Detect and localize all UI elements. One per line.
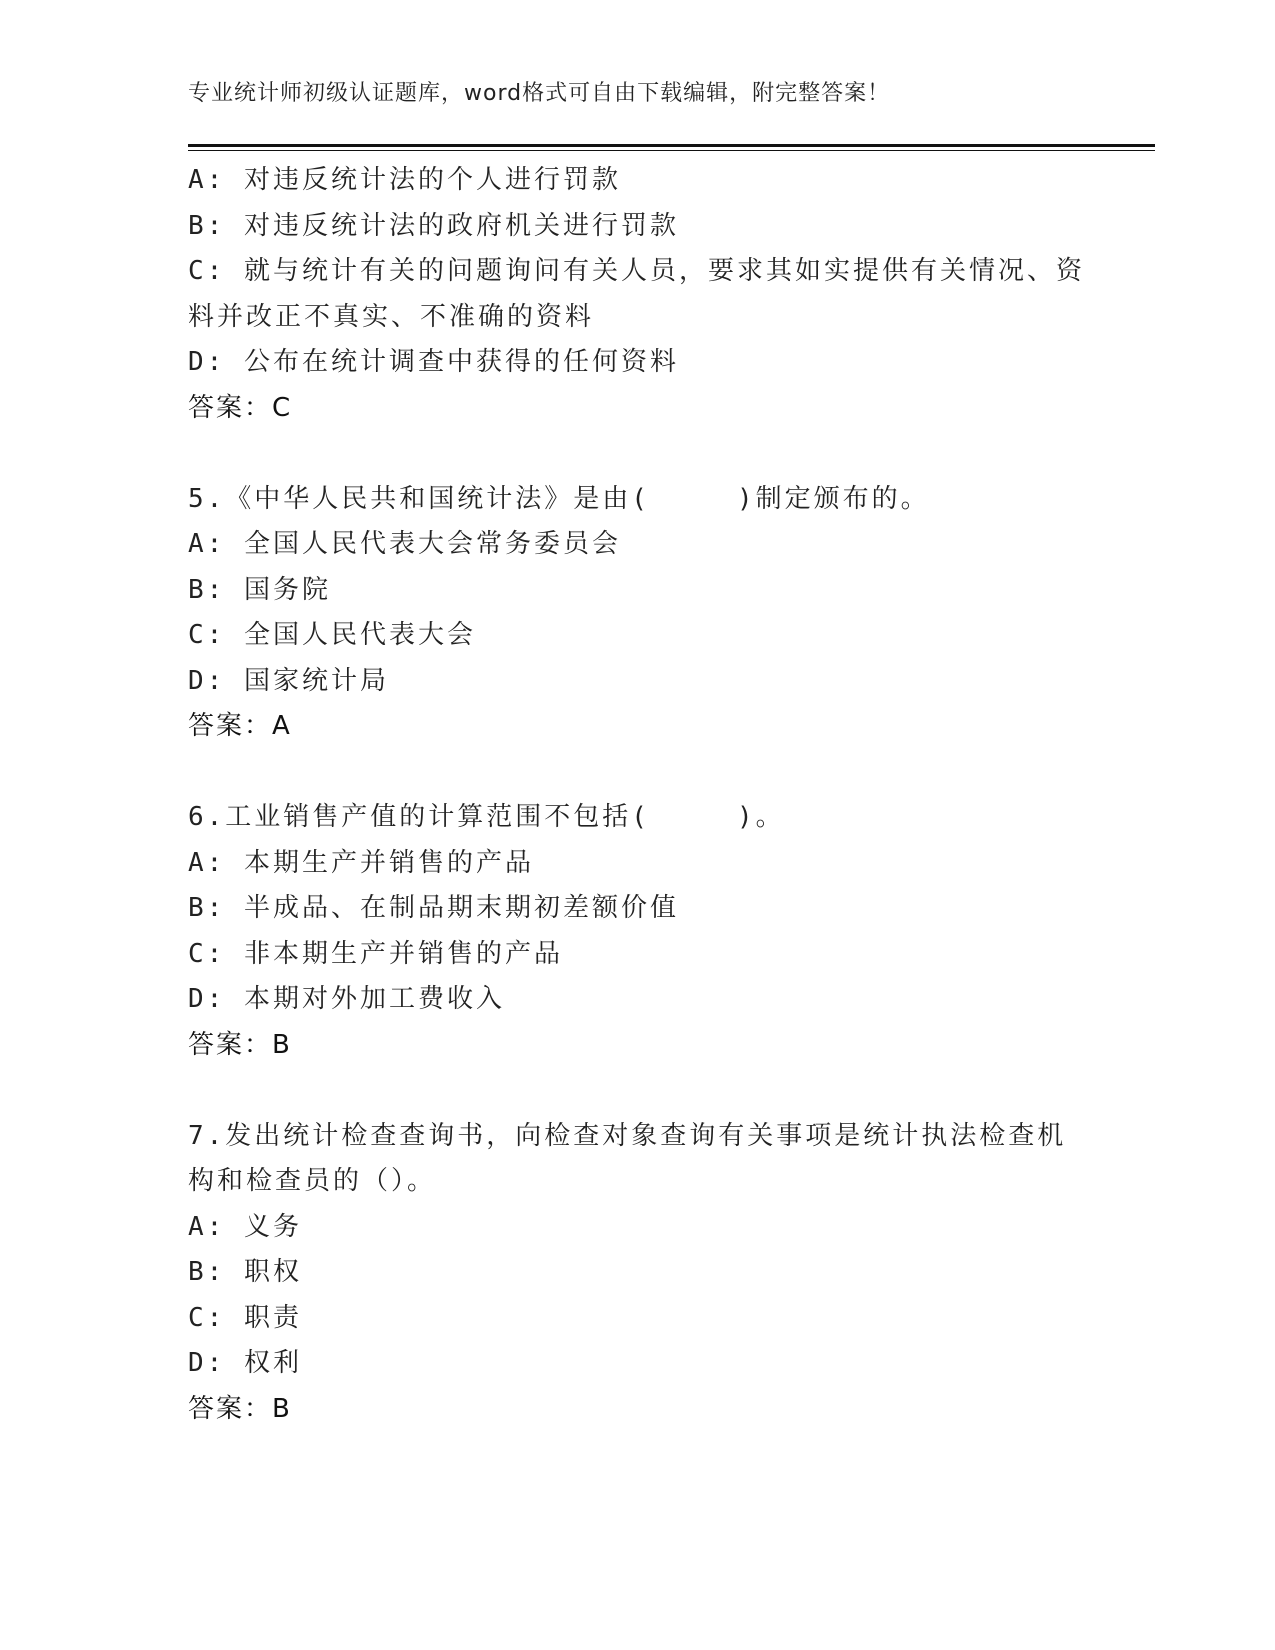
spacer: [188, 431, 1088, 477]
answer: 答案：B: [188, 1029, 292, 1060]
header-rule-thin: [188, 150, 1155, 151]
option-b: B: 半成品、在制品期末期初差额价值: [188, 893, 679, 923]
question-block-7: [188, 1114, 1088, 1433]
option-a: A: 对违反统计法的个人进行罚款: [188, 165, 621, 195]
option-c: C: 非本期生产并销售的产品: [188, 938, 563, 969]
question-text: 6.工业销售产值的计算范围不包括( )。: [188, 802, 785, 832]
option-b: B: 国务院: [188, 574, 331, 605]
question-text-continued: 构和检查员的（）。: [188, 1166, 437, 1196]
question-text: 7.发出统计检查查询书，向检查对象查询有关事项是统计执法检查机: [188, 1120, 1067, 1151]
spacer: [188, 750, 1088, 796]
question-block-4: [188, 158, 1088, 431]
option-d: D: 权利: [188, 1348, 302, 1378]
option-a: A: 全国人民代表大会常务委员会: [188, 529, 621, 559]
option-b: B: 对违反统计法的政府机关进行罚款: [188, 210, 679, 241]
option-b: B: 职权: [188, 1257, 302, 1287]
header-rule-thick: [188, 144, 1155, 147]
option-a: A: 本期生产并销售的产品: [188, 847, 534, 878]
option-c-continued: 料并改正不真实、不准确的资料: [188, 301, 595, 332]
answer: 答案：A: [188, 711, 292, 741]
spacer: [188, 1068, 1088, 1114]
question-text: 5.《中华人民共和国统计法》是由( )制定颁布的。: [188, 483, 930, 514]
option-c: C: 全国人民代表大会: [188, 620, 476, 650]
question-list: [188, 158, 1088, 1432]
option-d: D: 国家统计局: [188, 665, 389, 696]
option-a: A: 义务: [188, 1211, 302, 1242]
option-c: C: 职责: [188, 1302, 302, 1333]
page-header: 专业统计师初级认证题库，word格式可自由下载编辑，附完整答案！: [188, 81, 891, 106]
answer: 答案：B: [188, 1393, 292, 1424]
question-block-6: [188, 795, 1088, 1068]
option-d: D: 本期对外加工费收入: [188, 984, 505, 1014]
answer: 答案：C: [188, 392, 293, 423]
question-block-5: [188, 477, 1088, 750]
option-c: C: 就与统计有关的问题询问有关人员，要求其如实提供有关情况、资: [188, 256, 1085, 286]
option-d: D: 公布在统计调查中获得的任何资料: [188, 347, 679, 377]
